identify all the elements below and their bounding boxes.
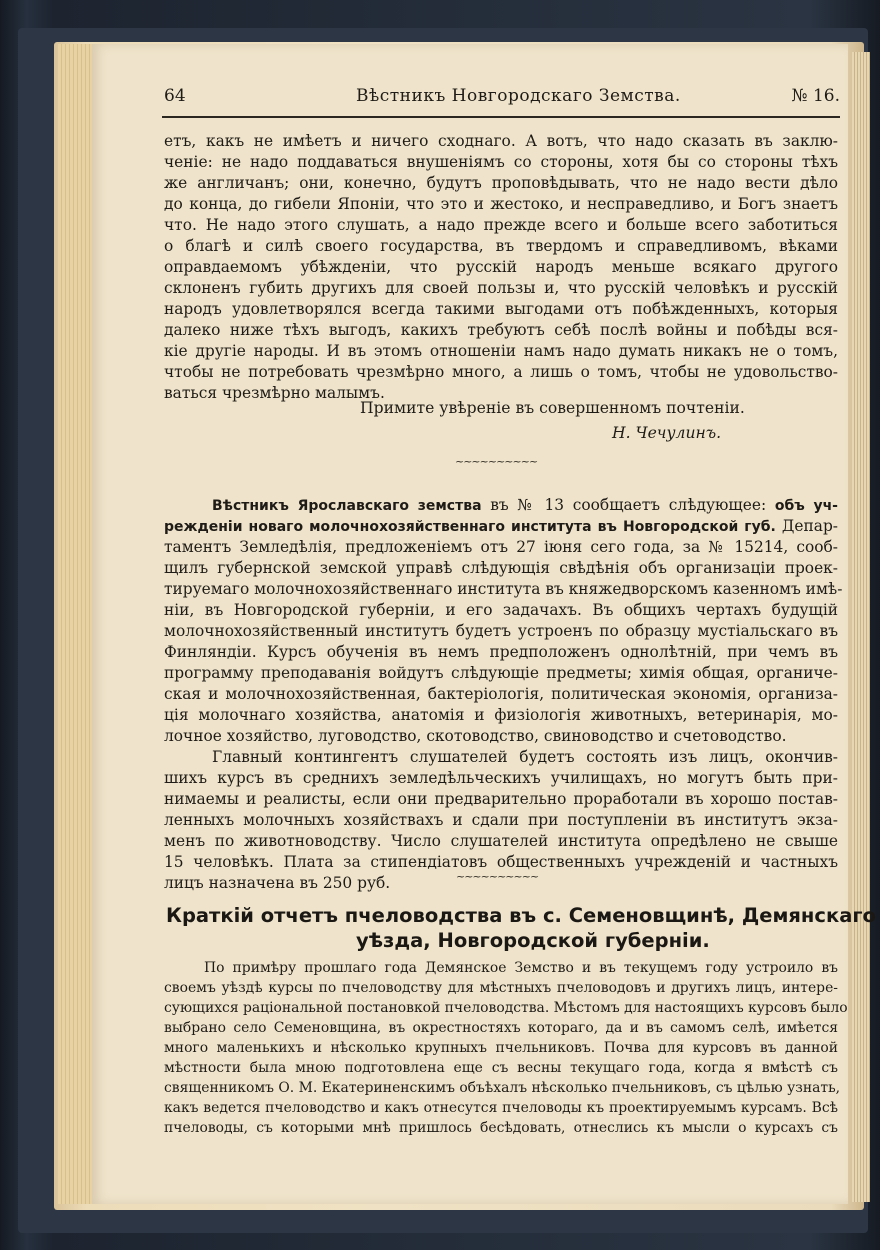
text-line: что. Не надо этого слушать, а надо прежде всего и больше всего заботиться bbox=[164, 216, 838, 234]
journal-title: Вѣстникъ Новгородскаго Земства. bbox=[356, 86, 681, 106]
text-line: Главный контингентъ слушателей будетъ состоять изъ лицъ, окончив- bbox=[212, 748, 838, 766]
text-line: ваться чрезмѣрно малымъ. bbox=[164, 384, 385, 402]
text-line: мѣстности была мною подготовлена еще съ весны текущаго года, когда я вмѣстѣ съ bbox=[164, 1060, 838, 1076]
text-line: пчеловоды, съ которыми мнѣ пришлось бесѣдовать, отнеслись къ мысли о курсахъ съ bbox=[164, 1120, 838, 1136]
text-line: шихъ курсъ въ среднихъ земледѣльческихъ училищахъ, но могутъ быть при- bbox=[164, 769, 838, 787]
section-ornament-2: ~~~~~~~~~~ bbox=[456, 870, 539, 883]
text-line: тируемаго молочнохозяйственнаго института въ княжедворскомъ казенномъ имѣ- bbox=[164, 580, 843, 598]
text-line: же англичанъ; они, конечно, будутъ проповѣдывать, что не надо вести дѣло bbox=[164, 174, 838, 192]
signature: Н. Чечулинъ. bbox=[612, 424, 722, 442]
text-line: етъ, какъ не имѣетъ и ничего сходнаго. А вотъ, что надо сказать въ заклю- bbox=[164, 132, 838, 150]
text-line: менъ по животноводству. Число слушателей института опредѣлено не свыше bbox=[164, 832, 838, 850]
text-line: лицъ назначена въ 250 руб. bbox=[164, 874, 391, 892]
page-gutter bbox=[58, 44, 92, 1204]
text-line: ленныхъ молочныхъ хозяйствахъ и сдали при поступленіи въ институтъ экза- bbox=[164, 811, 838, 829]
text-line: лочное хозяйство, луговодство, скотоводство, свиноводство и счетоводство. bbox=[164, 727, 787, 745]
text-line: программу преподаванія войдутъ слѣдующіе предметы; химія общая, органиче- bbox=[164, 664, 838, 682]
text-line: кіе другіе народы. И въ этомъ отношеніи намъ надо думать никакъ не о томъ, bbox=[164, 342, 838, 360]
source-name: Вѣстникъ Ярославскаго земства bbox=[212, 498, 482, 514]
text-line: священникомъ О. М. Екатериненскимъ объѣхалъ нѣсколько пчельниковъ, съ цѣлью узнать, bbox=[164, 1080, 841, 1096]
text-line: молочнохозяйственный институтъ будетъ устроенъ по образцу мустіальскаго въ bbox=[164, 622, 838, 640]
section-ornament: ~~~~~~~~~~ bbox=[455, 455, 538, 468]
running-header bbox=[164, 86, 842, 112]
article-first-line bbox=[212, 495, 838, 516]
right-page-edges bbox=[852, 52, 870, 1202]
report-title-line-2: уѣзда, Новгородской губерніи. bbox=[356, 929, 710, 952]
text-line: ченіе: не надо поддаваться внушеніямъ со стороны, хотя бы со стороны тѣхъ bbox=[164, 153, 838, 171]
text-line: ніи, въ Новгородской губерніи, и его задачахъ. Въ общихъ чертахъ будущій bbox=[164, 601, 838, 619]
text-line: далеко ниже тѣхъ выгодъ, какихъ требуютъ себѣ послѣ войны и побѣды вся- bbox=[164, 321, 838, 339]
text-line: чтобы не потребовать чрезмѣрно много, а лишь о томъ, чтобы не удовольство- bbox=[164, 363, 838, 381]
article-heading-start: объ уч- bbox=[774, 498, 838, 514]
text-line: нимаемы и реалисты, если они предварительно проработали въ хорошо постав- bbox=[164, 790, 838, 808]
text-line: Финляндіи. Курсъ обученія въ немъ предположенъ однолѣтній, при чемъ въ bbox=[164, 643, 838, 661]
closing-salutation: Примите увѣреніе въ совершенномъ почтеніи. bbox=[360, 399, 745, 417]
text-line: много маленькихъ и нѣсколько крупныхъ пчельниковъ. Почва для курсовъ въ данной bbox=[164, 1040, 838, 1056]
text-line: таментъ Земледѣлія, предложеніемъ отъ 27 іюня сего года, за № 15214, сооб- bbox=[164, 538, 838, 556]
text-line: народъ удовлетворялся всегда такими выгодами отъ побѣжденныхъ, которыя bbox=[164, 300, 838, 318]
text-span: Депар- bbox=[775, 517, 838, 535]
article-second-line bbox=[164, 516, 838, 537]
text-line: склоненъ губить другихъ для своей пользы и, что русскій человѣкъ и русскій bbox=[164, 279, 838, 297]
issue-number: № 16. bbox=[791, 86, 840, 106]
text-line: до конца, до гибели Японіи, что это и жестоко, и несправедливо, и Богъ знаетъ bbox=[164, 195, 838, 213]
text-line: оправдаемомъ убѣжденіи, что русскій народъ меньше всякаго другого bbox=[164, 258, 838, 276]
page-number: 64 bbox=[164, 86, 186, 106]
report-title-line-1: Краткій отчетъ пчеловодства въ с. Семеновщинѣ, Демянскаго bbox=[166, 904, 876, 927]
text-line: ская и молочнохозяйственная, бактеріологія, политическая экономія, организа- bbox=[164, 685, 838, 703]
text-line: выбрано село Семеновщина, въ окрестностяхъ котораго, да и въ самомъ селѣ, имѣется bbox=[164, 1020, 838, 1036]
text-line: о благѣ и силѣ своего государства, въ твердомъ и справедливомъ, вѣками bbox=[164, 237, 838, 255]
header-rule bbox=[162, 116, 840, 118]
text-line: По примѣру прошлаго года Демянское Земство и въ текущемъ году устроило въ bbox=[204, 960, 838, 976]
text-line: своемъ уѣздѣ курсы по пчеловодству для мѣстныхъ пчеловодовъ и другихъ лицъ, интере- bbox=[164, 980, 838, 996]
text-line: сующихся раціональной постановкой пчеловодства. Мѣстомъ для настоящихъ курсовъ было bbox=[164, 1000, 848, 1016]
text-line: 15 человѣкъ. Плата за стипендіатовъ общественныхъ учрежденій и частныхъ bbox=[164, 853, 838, 871]
text-line: ція молочнаго хозяйства, анатомія и физіологія животныхъ, ветеринарія, мо- bbox=[164, 706, 838, 724]
text-span: въ № 13 сообщаетъ слѣдующее: bbox=[481, 496, 775, 514]
text-line: какъ ведется пчеловодство и какъ отнесутся пчеловоды къ проектируемымъ курсамъ. Всѣ bbox=[164, 1100, 838, 1116]
text-line: щилъ губернской земской управѣ слѣдующія свѣдѣнія объ организаціи проек- bbox=[164, 559, 838, 577]
article-heading-end: режденіи новаго молочнохозяйственнаго института въ Новгородской губ. bbox=[164, 519, 776, 535]
